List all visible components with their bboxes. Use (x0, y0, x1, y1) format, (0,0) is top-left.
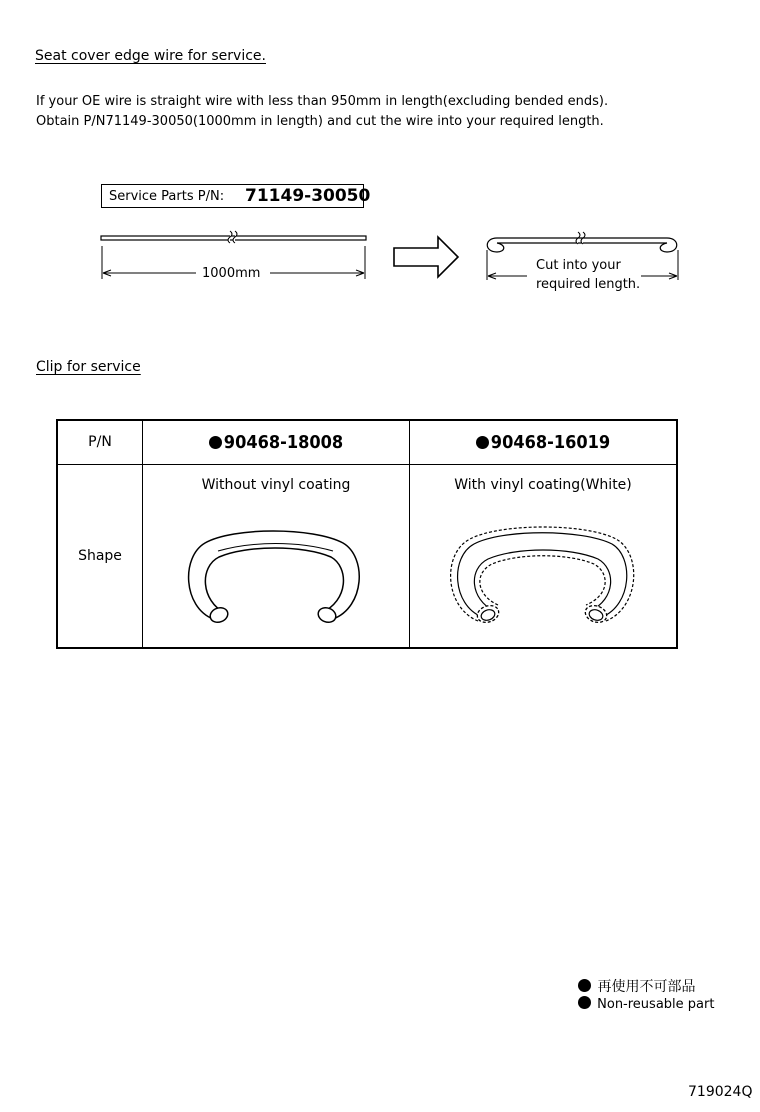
right-arrow-icon (394, 237, 458, 277)
cut-label-line2: required length. (536, 277, 641, 292)
pn-header: P/N (57, 420, 143, 464)
non-reusable-dot-icon (476, 436, 489, 449)
legend-japanese-text: 再使用不可部品 (597, 979, 696, 995)
legend-japanese (578, 976, 695, 996)
wire-instruction-line1: If your OE wire is straight wire with less than 950mm in length(excluding bended ends). (36, 94, 609, 109)
part-number-cell-2 (410, 420, 678, 464)
straight-wire (101, 231, 366, 243)
part-number-cell-1 (143, 420, 410, 464)
part-number-1: 90468-18008 (223, 431, 344, 453)
shape-cell-2 (410, 464, 678, 648)
cut-wire (487, 232, 677, 252)
clip-section-heading: Clip for service (36, 359, 141, 375)
part-number-2: 90468-16019 (490, 431, 611, 453)
shape-cell-1 (143, 464, 410, 648)
non-reusable-dot-icon (578, 996, 591, 1009)
clip-uncoated-illustration (143, 497, 409, 647)
shape-header: Shape (57, 464, 143, 648)
legend-english (578, 996, 714, 1012)
clip-caption-1: Without vinyl coating (201, 476, 351, 493)
non-reusable-dot-icon (578, 979, 591, 992)
wire-section-heading: Seat cover edge wire for service. (35, 48, 266, 64)
figure-id: 719024Q (688, 1084, 753, 1100)
clip-table (56, 419, 678, 649)
clip-coated-illustration (410, 497, 676, 647)
wire-instruction-line2: Obtain P/N71149-30050(1000mm in length) and cut the wire into your required length. (36, 114, 604, 129)
cut-label-line1: Cut into your (536, 258, 621, 273)
legend-english-text: Non-reusable part (597, 997, 715, 1012)
service-parts-label: Service Parts P/N: (109, 189, 225, 204)
service-part-number: 71149-30050 (245, 186, 371, 206)
non-reusable-dot-icon (209, 436, 222, 449)
length-label: 1000mm (202, 266, 261, 281)
clip-caption-2: With vinyl coating(White) (454, 476, 632, 493)
